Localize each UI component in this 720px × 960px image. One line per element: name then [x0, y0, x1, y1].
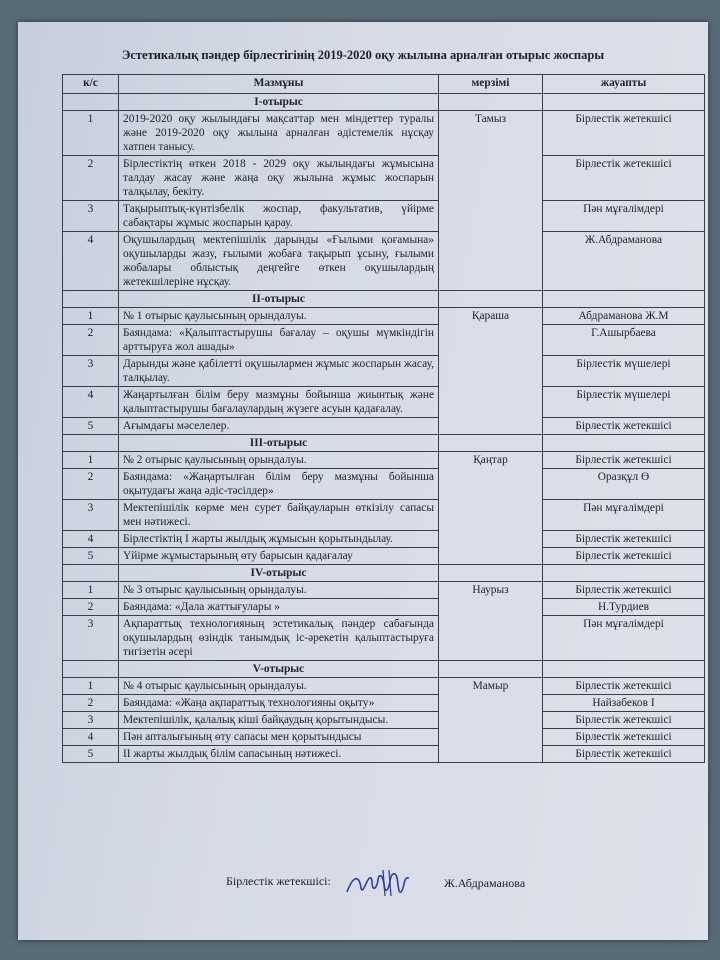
- empty-cell: [439, 94, 543, 111]
- row-content: Бірлестіктің өткен 2018 - 2029 оқу жылындағы жұмысына талдау жасау және жаңа оқу жылына жұмыс жоспарын талқылау, бекіту.: [119, 156, 439, 201]
- row-content: № 3 отырыс қаулысының орындалуы.: [119, 582, 439, 599]
- table-row: [63, 746, 705, 763]
- table-row: [63, 599, 705, 616]
- row-content: Ағымдағы мәселелер.: [119, 418, 439, 435]
- row-content: Баяндама: «Дала жаттығулары »: [119, 599, 439, 616]
- header-content: Мазмұны: [119, 75, 439, 94]
- row-responsible: Пән мұғалімдері: [543, 201, 705, 232]
- row-content: № 2 отырыс қаулысының орындалуы.: [119, 452, 439, 469]
- row-number: 3: [63, 616, 119, 661]
- empty-cell: [439, 291, 543, 308]
- row-responsible: Ж.Абдраманова: [543, 232, 705, 291]
- row-responsible: Бірлестік жетекшісі: [543, 111, 705, 156]
- empty-cell: [543, 94, 705, 111]
- table-row: [63, 308, 705, 325]
- row-responsible: Бірлестік жетекшісі: [543, 729, 705, 746]
- table-row: [63, 387, 705, 418]
- row-content: Бірлестіктің І жарты жылдық жұмысын қорытындылау.: [119, 531, 439, 548]
- row-number: 1: [63, 308, 119, 325]
- row-content: Баяндама: «Қалыптастырушы бағалау – оқушы мүмкіндігін арттыруға жол ашады»: [119, 325, 439, 356]
- row-content: Үйірме жұмыстарының өту барысын қадағалау: [119, 548, 439, 565]
- document-title: Эстетикалық пәндер бірлестігінің 2019-2020 оқу жылына арналған отырыс жоспары: [121, 48, 605, 62]
- header-resp: жауапты: [543, 75, 705, 94]
- row-content: Ақпараттық технологияның эстетикалық пәндер сабағында оқушылардың өзіндік танымдық іс-әрекетін қалыптастыруға тигізетін әсері: [119, 616, 439, 661]
- table-row: [63, 356, 705, 387]
- row-responsible: Бірлестік жетекшісі: [543, 156, 705, 201]
- header-term: мерзімі: [439, 75, 543, 94]
- row-responsible: Найзабеков І: [543, 695, 705, 712]
- row-content: Баяндама: «Жаңартылған білім беру мазмұны бойынша оқытудағы жаңа әдіс-тәсілдер»: [119, 469, 439, 500]
- row-number: 3: [63, 500, 119, 531]
- empty-cell: [439, 565, 543, 582]
- row-number: 3: [63, 201, 119, 232]
- table-row: [63, 712, 705, 729]
- row-responsible: Н.Турдиев: [543, 599, 705, 616]
- row-term: Қаңтар: [439, 452, 543, 565]
- footer-label: Бірлестік жетекшісі:: [226, 874, 331, 888]
- row-content: Дарынды және қабілетті оқушылармен жұмыс жоспарын жасау, талқылау.: [119, 356, 439, 387]
- row-responsible: Г.Ашырбаева: [543, 325, 705, 356]
- row-responsible: Бірлестік жетекшісі: [543, 531, 705, 548]
- table-row: [63, 232, 705, 291]
- row-content: 2019-2020 оқу жылындағы мақсаттар мен міндеттер туралы және 2019-2020 оқу жылына арналған әдістемелік нұсқау хатпен танысу.: [119, 111, 439, 156]
- table-row: [63, 531, 705, 548]
- row-content: Тақырыптық-күнтізбелік жоспар, факультатив, үйірме сабақтары жұмыс жоспарын қарау.: [119, 201, 439, 232]
- table-row: [63, 201, 705, 232]
- section-row: [63, 661, 705, 678]
- table-row: [63, 678, 705, 695]
- row-responsible: Бірлестік жетекшісі: [543, 548, 705, 565]
- meeting-plan-table: [62, 74, 705, 763]
- section-title: I-отырыс: [119, 94, 439, 111]
- row-content: Мектепішілік көрме мен сурет байқауларын өткізілу сапасы мен нәтижесі.: [119, 500, 439, 531]
- row-number: 3: [63, 356, 119, 387]
- table-row: [63, 156, 705, 201]
- section-row: [63, 435, 705, 452]
- row-number: 2: [63, 599, 119, 616]
- row-number: 5: [63, 746, 119, 763]
- row-responsible: Бірлестік жетекшісі: [543, 582, 705, 599]
- row-term: Мамыр: [439, 678, 543, 763]
- row-number: 4: [63, 531, 119, 548]
- row-number: 4: [63, 232, 119, 291]
- row-number: 2: [63, 156, 119, 201]
- empty-cell: [543, 661, 705, 678]
- empty-cell: [63, 94, 119, 111]
- row-responsible: Бірлестік мүшелері: [543, 356, 705, 387]
- row-number: 5: [63, 548, 119, 565]
- row-number: 2: [63, 695, 119, 712]
- row-number: 1: [63, 111, 119, 156]
- row-responsible: Оразқұл Ө: [543, 469, 705, 500]
- empty-cell: [63, 435, 119, 452]
- empty-cell: [63, 661, 119, 678]
- row-term: Тамыз: [439, 111, 543, 291]
- row-number: 1: [63, 452, 119, 469]
- table-row: [63, 695, 705, 712]
- row-number: 5: [63, 418, 119, 435]
- section-row: [63, 94, 705, 111]
- table-row: [63, 111, 705, 156]
- signature-icon: [343, 866, 413, 902]
- section-title: II-отырыс: [119, 291, 439, 308]
- table-row: [63, 548, 705, 565]
- row-content: Пән апталығының өту сапасы мен қорытындысы: [119, 729, 439, 746]
- row-responsible: Бірлестік жетекшісі: [543, 746, 705, 763]
- row-responsible: Абдраманова Ж.М: [543, 308, 705, 325]
- section-title: IV-отырыс: [119, 565, 439, 582]
- row-responsible: Бірлестік жетекшісі: [543, 418, 705, 435]
- table-header-row: [63, 75, 705, 94]
- row-responsible: Пән мұғалімдері: [543, 616, 705, 661]
- row-content: № 4 отырыс қаулысының орындалуы.: [119, 678, 439, 695]
- row-number: 2: [63, 469, 119, 500]
- empty-cell: [63, 565, 119, 582]
- section-row: [63, 565, 705, 582]
- section-title: V-отырыс: [119, 661, 439, 678]
- empty-cell: [543, 291, 705, 308]
- table-row: [63, 469, 705, 500]
- empty-cell: [63, 291, 119, 308]
- row-term: Наурыз: [439, 582, 543, 661]
- row-responsible: Бірлестік жетекшісі: [543, 452, 705, 469]
- section-title: III-отырыс: [119, 435, 439, 452]
- table-row: [63, 616, 705, 661]
- row-responsible: Пән мұғалімдері: [543, 500, 705, 531]
- row-number: 1: [63, 582, 119, 599]
- empty-cell: [439, 435, 543, 452]
- row-responsible: Бірлестік жетекшісі: [543, 678, 705, 695]
- row-content: ІІ жарты жылдық білім сапасының нәтижесі.: [119, 746, 439, 763]
- row-content: Оқушылардың мектепішілік дарынды «Ғылыми қоғамына» оқушыларды жазу, ғылыми жобаға тақырып ұсыну, ғылыми жобалары облыстық деңгейге өткен оқушылардың жетекшілеріне нұсқау.: [119, 232, 439, 291]
- row-content: Баяндама: «Жаңа ақпараттық технологияны оқыту»: [119, 695, 439, 712]
- row-term: Қараша: [439, 308, 543, 435]
- table-row: [63, 729, 705, 746]
- row-content: № 1 отырыс қаулысының орындалуы.: [119, 308, 439, 325]
- document-page: [18, 22, 708, 940]
- row-number: 4: [63, 729, 119, 746]
- row-responsible: Бірлестік мүшелері: [543, 387, 705, 418]
- empty-cell: [543, 435, 705, 452]
- row-content: Жаңартылған білім беру мазмұны бойынша жиынтық және қалыптастырушы бағалаулардың жүзеге асуын қадағалау.: [119, 387, 439, 418]
- row-responsible: Бірлестік жетекшісі: [543, 712, 705, 729]
- empty-cell: [439, 661, 543, 678]
- table-row: [63, 452, 705, 469]
- row-number: 2: [63, 325, 119, 356]
- section-row: [63, 291, 705, 308]
- table-row: [63, 582, 705, 599]
- row-number: 4: [63, 387, 119, 418]
- empty-cell: [543, 565, 705, 582]
- row-content: Мектепішілік, қалалық кіші байқаудың қорытындысы.: [119, 712, 439, 729]
- table-body: [63, 94, 705, 763]
- header-num: к/с: [63, 75, 119, 94]
- row-number: 3: [63, 712, 119, 729]
- table-row: [63, 500, 705, 531]
- footer-name: Ж.Абдраманова: [444, 876, 526, 890]
- table-row: [63, 325, 705, 356]
- row-number: 1: [63, 678, 119, 695]
- table-row: [63, 418, 705, 435]
